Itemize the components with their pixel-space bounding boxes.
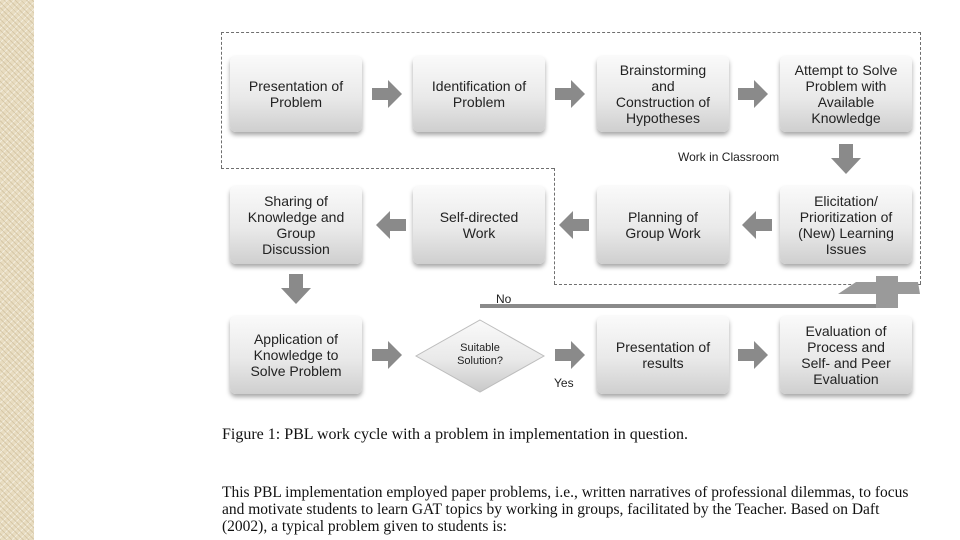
box-presentation-of-problem: Presentation of Problem xyxy=(230,56,362,132)
box-sharing-knowledge: Sharing of Knowledge and Group Discussion xyxy=(230,186,362,264)
no-label: No xyxy=(496,292,512,306)
decision-suitable-solution-text: Suitable Solution? xyxy=(457,342,503,367)
box-self-directed-work: Self-directed Work xyxy=(413,186,545,264)
classroom-label: Work in Classroom xyxy=(678,150,780,164)
box-identification-of-problem: Identification of Problem xyxy=(413,56,545,132)
figure-caption: Figure 1: PBL work cycle with a problem in implementation in question. xyxy=(222,426,688,443)
classroom-boundary-top xyxy=(221,32,921,33)
no-feedback-line xyxy=(478,276,922,316)
classroom-boundary-left xyxy=(221,32,222,168)
arrow-down-icon xyxy=(831,144,861,174)
arrow-down-icon xyxy=(281,274,311,304)
arrow-right-icon xyxy=(372,80,402,108)
body-paragraph: This PBL implementation employed paper problems, i.e., written narratives of professional dilemmas, to focus and motivate students to learn GAT topics by working in groups, facilitated by the Teacher. Based on Daft (2002), a typical problem given to students is: xyxy=(222,484,909,535)
yes-label: Yes xyxy=(554,376,574,390)
decorative-left-strip xyxy=(0,0,34,540)
box-presentation-of-results: Presentation of results xyxy=(597,316,729,394)
arrow-left-icon xyxy=(559,211,589,239)
arrow-right-icon xyxy=(372,341,402,369)
classroom-boundary-inner-left xyxy=(554,168,555,284)
box-planning-group-work: Planning of Group Work xyxy=(597,186,729,264)
classroom-boundary-right xyxy=(920,32,921,284)
box-elicitation-learning-issues: Elicitation/ Prioritization of (New) Learning Issues xyxy=(780,186,912,264)
box-evaluation: Evaluation of Process and Self- and Peer Evaluation xyxy=(780,316,912,394)
box-application-of-knowledge: Application of Knowledge to Solve Problem xyxy=(230,316,362,394)
arrow-left-icon xyxy=(742,211,772,239)
arrow-left-icon xyxy=(376,211,406,239)
arrow-right-icon xyxy=(555,80,585,108)
classroom-boundary-middle xyxy=(221,168,554,169)
arrow-right-icon xyxy=(738,80,768,108)
box-attempt-to-solve: Attempt to Solve Problem with Available Knowledge xyxy=(780,56,912,132)
arrow-right-icon xyxy=(738,341,768,369)
box-brainstorming-hypotheses: Brainstorming and Construction of Hypotheses xyxy=(597,56,729,132)
arrow-right-icon xyxy=(555,341,585,369)
